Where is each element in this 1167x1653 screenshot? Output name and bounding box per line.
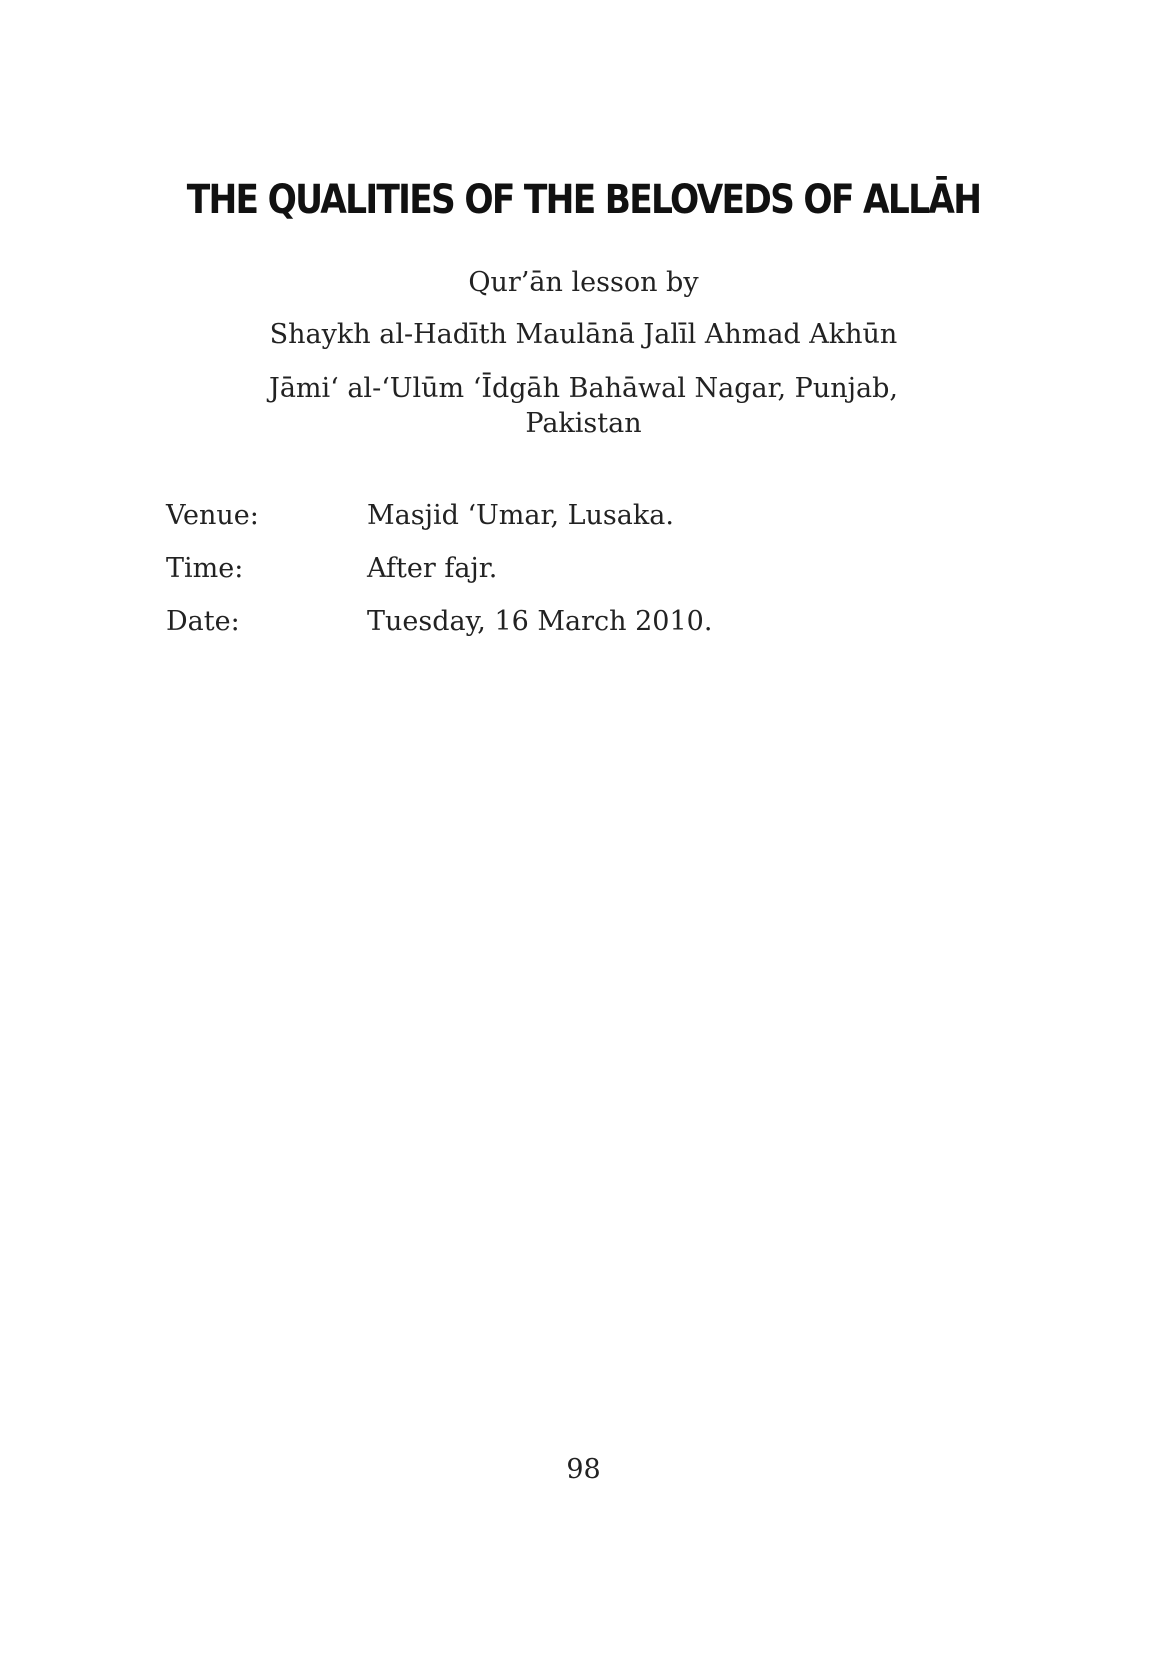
time-value: After fajr. [367,553,498,584]
detail-row-venue [166,500,712,553]
page-title: THE QUALITIES OF THE BELOVEDS OF ALLĀH [186,177,981,223]
detail-row-date [166,606,712,659]
institution [0,372,1167,441]
time-label: Time: [166,553,244,584]
detail-row-time [166,553,712,606]
page-number: 98 [566,1454,601,1485]
institution-line-1: Jāmi‘ al-‘Ulūm ‘Īdgāh Bahāwal Nagar, Punjab, [269,373,898,404]
institution-line-2: Pakistan [525,407,642,439]
speaker-name: Shaykh al-Hadīth Maulānā Jalīl Ahmad Akhūn [269,319,898,350]
date-value: Tuesday, 16 March 2010. [367,606,713,637]
lesson-details [166,500,712,659]
venue-value: Masjid ‘Umar, Lusaka. [367,500,674,531]
venue-label: Venue: [166,500,259,531]
date-label: Date: [166,606,240,637]
lesson-by-line: Qur’ān lesson by [468,267,699,298]
